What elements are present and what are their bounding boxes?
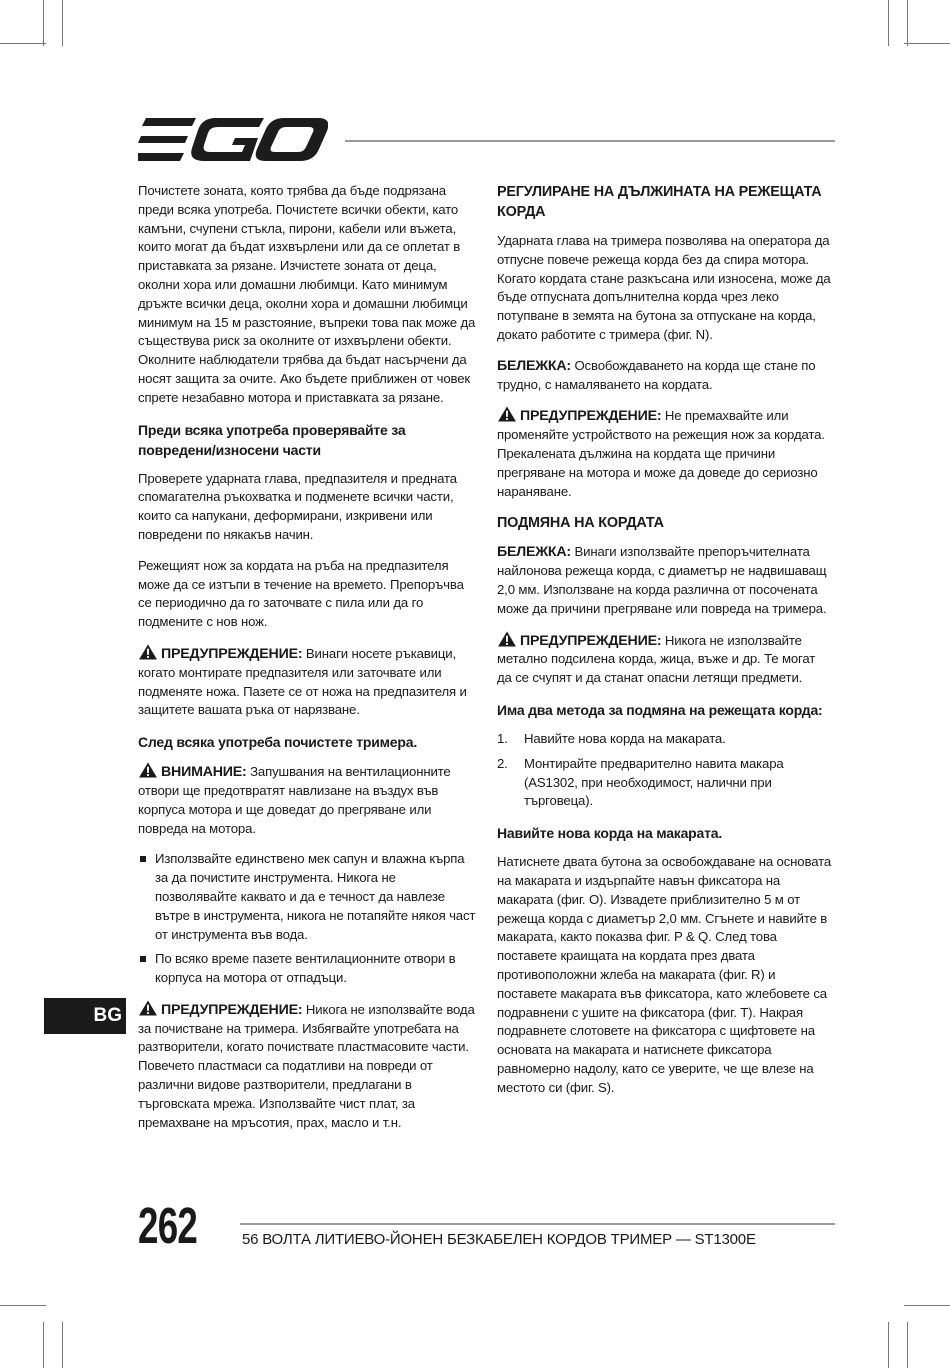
ego-logo xyxy=(138,118,328,162)
footer-title: 56 ВОЛТА ЛИТИЕВО-ЙОНЕН БЕЗКАБЕЛЕН КОРДОВ ТРИМЕР — ST1300E xyxy=(242,1231,756,1248)
list-item-text: По всяко време пазете вентилационните отвори в корпуса на мотора от отпадъци. xyxy=(155,951,456,986)
adjust-heading: РЕГУЛИРАНЕ НА ДЪЛЖИНАТА НА РЕЖЕЩАТА КОРДА xyxy=(497,184,822,220)
page-number: 262 xyxy=(138,1197,198,1254)
intro-paragraph: Почистете зоната, която трябва да бъде подрязана преди всяка употреба. Почистете всички обекти, като камъни, счупени стъкла, пирони, кабели или въжета, които могат да бъдат изхвърлени или да се оплетат в приставката за рязане. Изчистете зоната от деца, околни хора или домашни любимци. Като минимум дръжте всички деца, околни хора и домашни любимци минимум на 15 м разстояние, въпреки това пак може да съществува риск за околните от изхвърлени обекти. Околните наблюдатели трябва да бъдат насърчени да носят защита за очите. Ако бъдете приближен от човек спрете незабавно мотора и приставката за рязане. xyxy=(138,183,476,405)
left-column xyxy=(138,182,478,1144)
crop-mark xyxy=(904,43,950,44)
list-item xyxy=(138,850,478,944)
crop-mark xyxy=(888,0,889,46)
warning-label: ПРЕДУПРЕЖДЕНИЕ: xyxy=(161,1001,303,1018)
language-tab: BG xyxy=(44,998,126,1034)
methods-heading: Има два метода за подмяна на режещата корда: xyxy=(497,701,823,718)
crop-mark xyxy=(0,43,46,44)
bullet-square-icon xyxy=(140,856,146,862)
warning-triangle-icon xyxy=(138,762,158,778)
caution-label: ВНИМАНИЕ: xyxy=(161,764,247,781)
warning-label: ПРЕДУПРЕЖДЕНИЕ: xyxy=(161,645,303,662)
warning-triangle-icon xyxy=(138,1000,158,1016)
crop-mark xyxy=(904,1305,950,1306)
note-label: БЕЛЕЖКА: xyxy=(497,544,571,561)
warning-label: ПРЕДУПРЕЖДЕНИЕ: xyxy=(520,632,662,649)
methods-list xyxy=(497,730,833,811)
list-item-text: Навийте нова корда на макарата. xyxy=(524,730,726,746)
warning-triangle-icon xyxy=(138,644,158,660)
check-heading: Преди всяка употреба проверявайте за повредени/износени части xyxy=(138,421,406,458)
list-item xyxy=(497,755,833,811)
crop-mark xyxy=(907,0,908,46)
footer-rule xyxy=(240,1223,835,1225)
warning-triangle-icon xyxy=(497,406,517,422)
warning-no-water xyxy=(138,1000,478,1133)
replace-heading: ПОДМЯНА НА КОРДАТА xyxy=(497,515,664,532)
list-item-text: Монтирайте предварително навита макара (AS1302, при необходимост, налични при търговеца). xyxy=(524,755,784,809)
note-text: Освобождаването на корда ще стане по трудно, с намаляването на кордата. xyxy=(497,357,816,392)
warning-triangle-icon xyxy=(497,631,517,647)
wind-heading: Навийте нова корда на макарата. xyxy=(497,825,723,842)
crop-mark xyxy=(0,1305,46,1306)
warning-text: Винаги носете ръкавици, когато монтирате предпазителя или заточвате или подменяте ножа. Пазете се от ножа на предпазителя и защитете вашата ръка от нарязване. xyxy=(138,645,467,718)
warning-gloves xyxy=(138,644,478,720)
warning-text: Никога не използвайте вода за почистване на тримера. Избягвайте употребата на разтворители, когато почиствате пластмасовите части. Повечето пластмаси са податливи на повреди от различни видове разтворители, предлагани в търговската мрежа. Използвайте чист плат, за премахване на мръсотия, прах, масло и т.н. xyxy=(138,1001,475,1130)
list-item xyxy=(138,950,478,988)
crop-mark xyxy=(907,1322,908,1368)
right-column xyxy=(497,182,833,1109)
list-number: 2. xyxy=(497,755,508,771)
crop-mark xyxy=(43,0,44,46)
check-paragraph: Проверете ударната глава, предпазителя и предната спомагателна ръкохватка и подменете всички части, които са напукани, деформирани, изкривени или повредени по някакъв начин. xyxy=(138,470,457,542)
crop-mark xyxy=(888,1322,889,1368)
crop-mark xyxy=(43,1322,44,1368)
list-item xyxy=(497,730,833,749)
warning-cutter xyxy=(497,406,833,501)
list-item-text: Използвайте единствено мек сапун и влажна кърпа за да почистите инструмента. Никога не позволявайте каквато и да е течност да навлезе вътре в инструмента, никога не потапяйте някоя част от инструмента във вода. xyxy=(155,851,476,942)
caution-text: Запушвания на вентилационните отвори ще предотвратят навлизане на въздух във корпуса мотора и ще доведат до прегряване или повреда на мотора. xyxy=(138,764,451,836)
note-text: Винаги използвайте препоръчителната найлонова режеща корда, с диаметър не надвишаващ 2,0 мм. Използване на корда различна от посочената може да причини прегряване или повреда на тримера. xyxy=(497,544,827,616)
adjust-paragraph: Ударната глава на тримера позволява на оператора да отпусне повече режеща корда без да спира мотора. Когато кордата стане разкъсана или износена, може да бъде отпусната допълнителна корда чрез леко потупване в земята на бутона за отпускане на корда, докато работите с тримера (фиг. N). xyxy=(497,233,831,342)
warning-metal-line xyxy=(497,631,833,688)
crop-mark xyxy=(62,1322,63,1368)
warning-label: ПРЕДУПРЕЖДЕНИЕ: xyxy=(520,408,662,425)
note-line-release xyxy=(497,357,833,395)
crop-mark xyxy=(62,0,63,46)
list-number: 1. xyxy=(497,730,508,746)
header-rule xyxy=(345,140,835,142)
note-line-diameter xyxy=(497,543,833,618)
warning-text: Никога не използвайте метално подсилена корда, жица, въже и др. Те могат да се счупят и да станат опасни летящи предмети. xyxy=(497,632,816,686)
note-label: БЕЛЕЖКА: xyxy=(497,357,571,374)
warning-text: Не премахвайте или променяйте устройството на режещия нож за кордата. Прекалената дължина на кордата ще причини прегряване на мотора и може да доведе до сериозно нараняване. xyxy=(497,408,825,499)
wind-paragraph: Натиснете двата бутона за освобождаване на основата на макарата и издърпайте навън фиксатора на макарата (фиг. O). Извадете приблизително 5 м от режеща корда с диаметър 2,0 мм. Сгънете и навийте в макарата, както показва фиг. P & Q. След това поставете краищата на кордата през двата противоположни жлеба на макарата (фиг. R) и поставете макарата във фиксатора, като жлебовете са подравнени с ушите на фиксатора (фиг. T). Накрая подравнете слотовете на фиксатора с щифтовете на основата на макарата и натиснете фиксатора равномерно надолу, като се уверите, че ще влезе на местото си (фиг. S). xyxy=(497,854,832,1095)
blade-paragraph: Режещият нож за кордата на ръба на предпазителя може да се изтъпи в течение на времето. Препоръчва се периодично да го заточвате с пила или да го подмените с нов нож. xyxy=(138,557,464,630)
clean-heading: След всяка употреба почистете тримера. xyxy=(138,734,418,751)
caution-vents xyxy=(138,762,478,838)
cleaning-bullet-list xyxy=(138,850,478,988)
bullet-square-icon xyxy=(140,956,146,962)
